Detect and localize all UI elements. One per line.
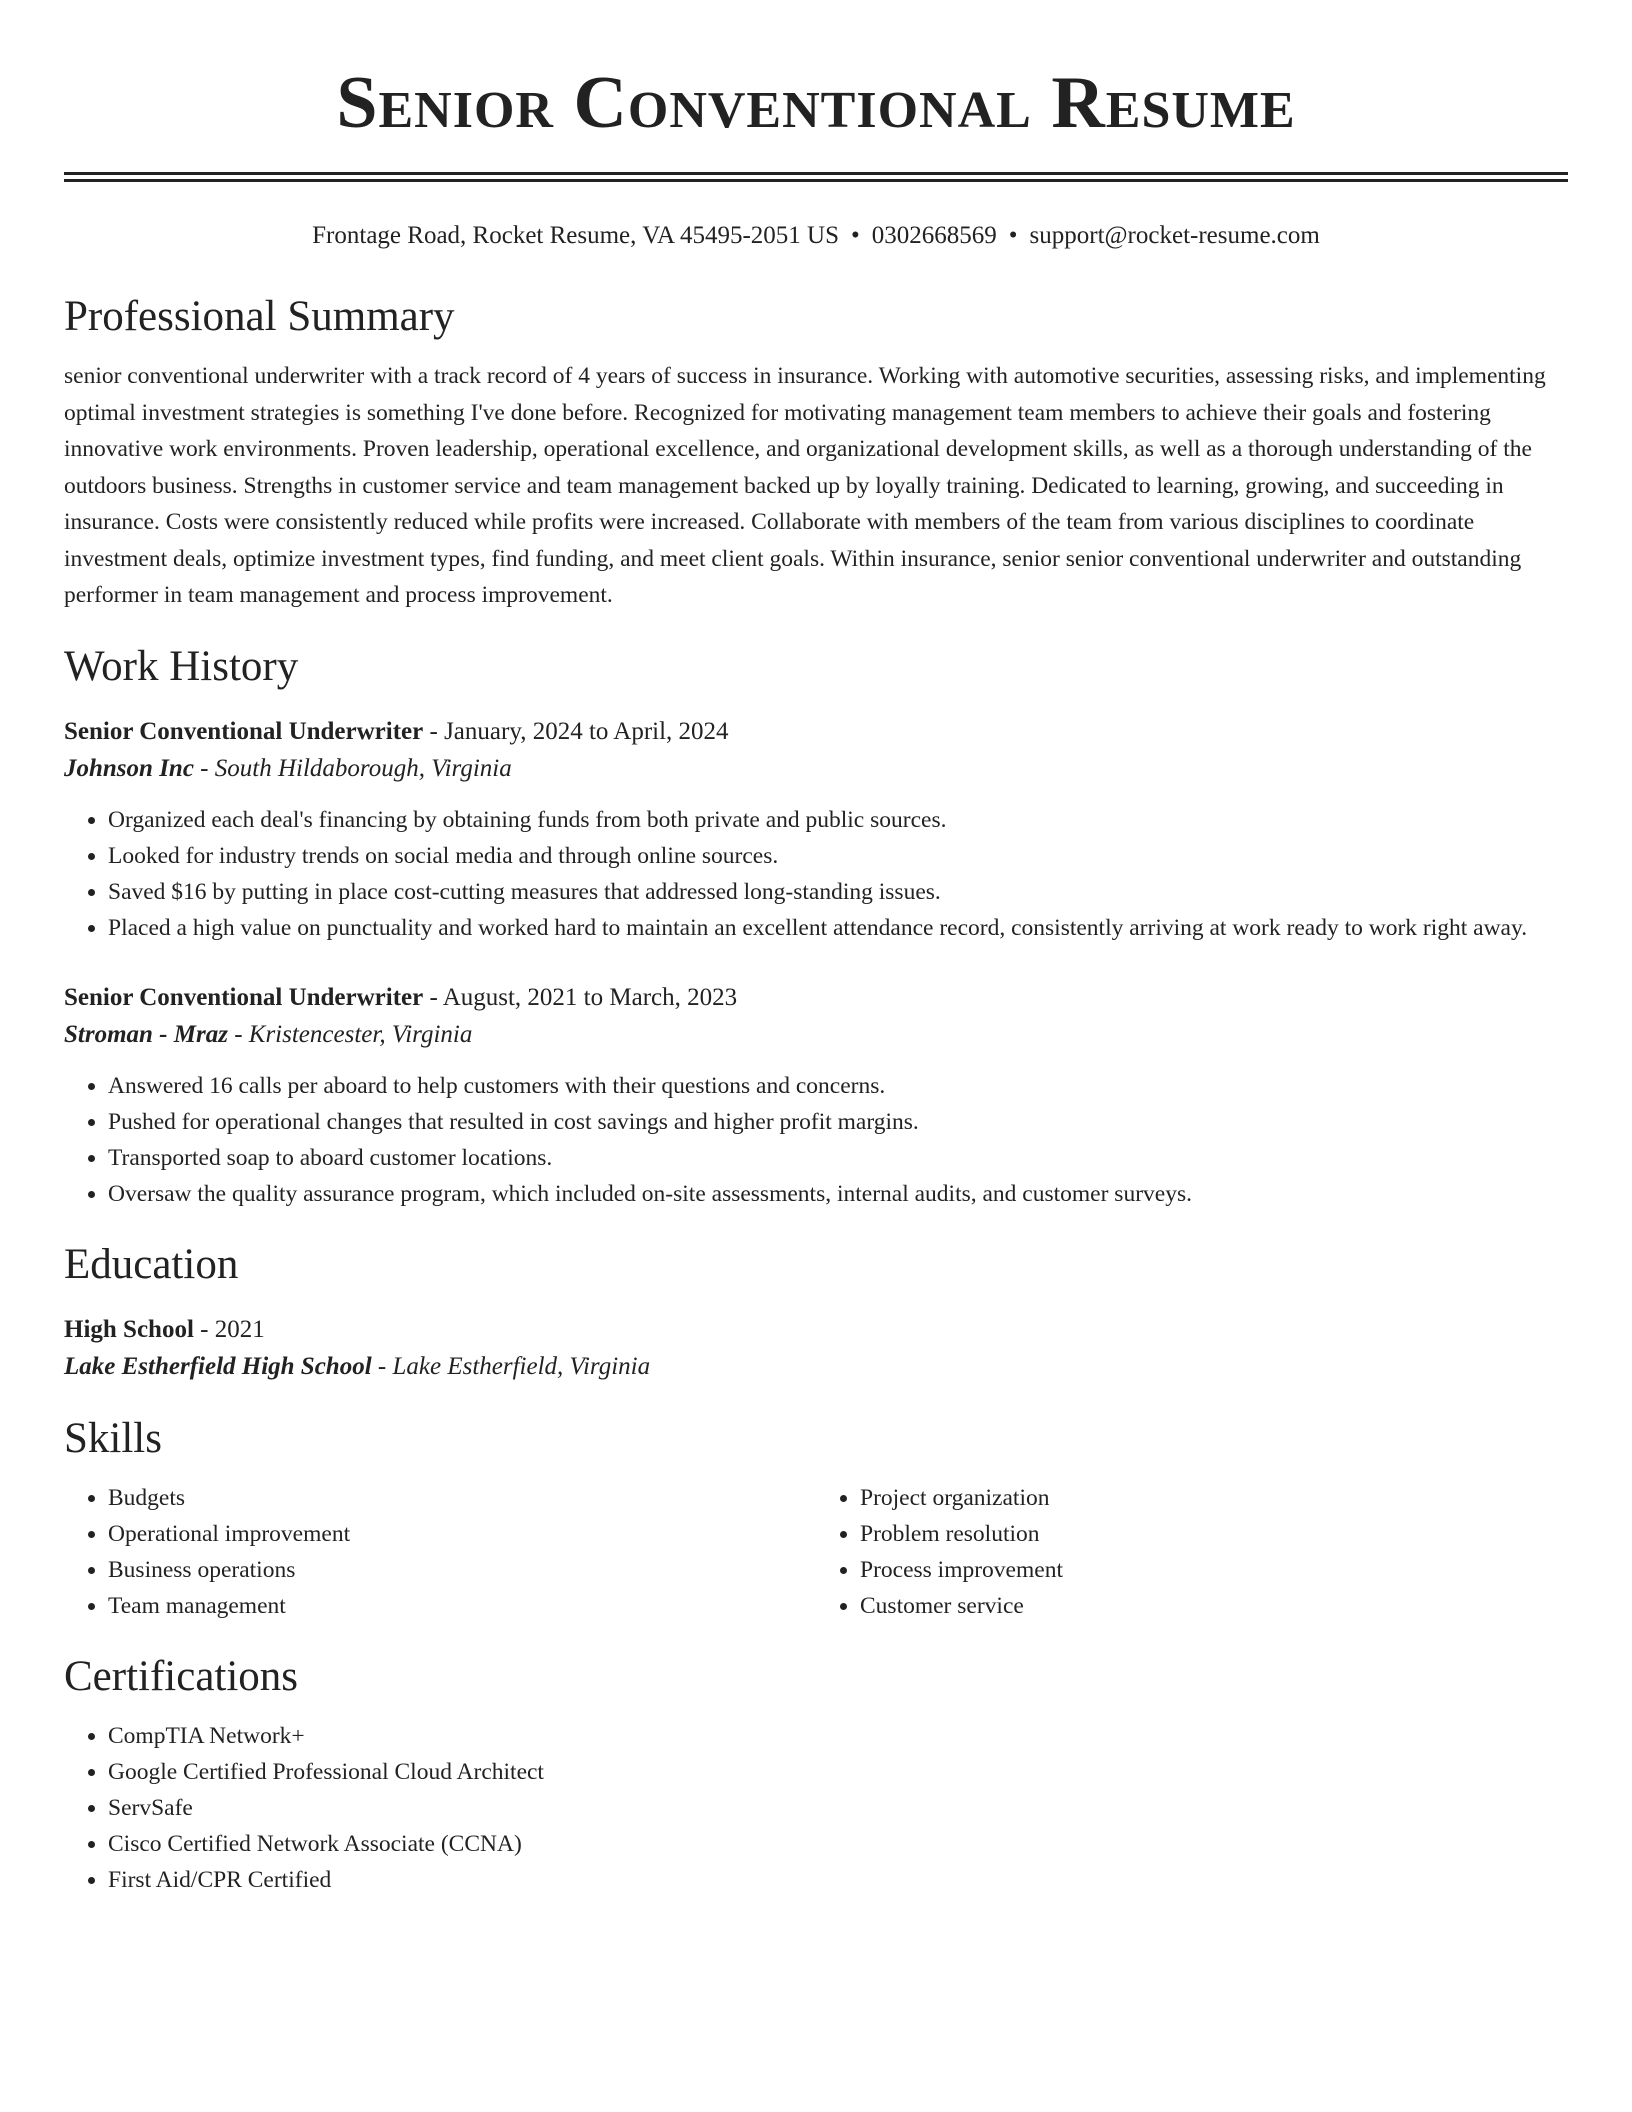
job-company-line	[64, 750, 1568, 788]
contact-separator: •	[851, 222, 860, 249]
certification-item: • Cisco Certified Network Associate (CCNA)	[108, 1826, 1568, 1862]
job-title-line	[64, 714, 1568, 750]
skills-list-left	[64, 1480, 816, 1624]
certifications-section	[64, 1650, 1568, 1898]
job-company: Johnson Inc	[64, 754, 194, 782]
education-degree: High School	[64, 1315, 194, 1343]
job-entry	[64, 714, 1568, 946]
skill-item: • Budgets	[108, 1480, 816, 1516]
contact-line	[64, 220, 1568, 252]
job-title: Senior Conventional Underwriter	[64, 983, 424, 1011]
skill-item: • Problem resolution	[860, 1516, 1568, 1552]
certification-item: • CompTIA Network+	[108, 1718, 1568, 1754]
job-company-line	[64, 1016, 1568, 1054]
summary-heading: Professional Summary	[64, 293, 455, 340]
summary-text: senior conventional underwriter with a track record of 4 years of success in insurance. Working with automotive securities, assessing risks, and implementing optimal investment strategies is something I've done before. Recognized for motivating management team members to achieve their goals and fostering innovative work environments. Proven leadership, operational excellence, and organizational development skills, as well as a thorough understanding of the outdoors business. Strengths in customer service and team management backed up by loyally training. Dedicated to learning, growing, and succeeding in insurance. Costs were consistently reduced while profits were increased. Collaborate with members of the team from various disciplines to coordinate investment deals, optimize investment types, find funding, and meet client goals. Within insurance, senior senior conventional underwriter and outstanding performer in team management and process improvement.	[64, 363, 1546, 608]
contact-phone: 0302668569	[871, 222, 997, 249]
job-bullet: • Saved $16 by putting in place cost-cutting measures that addressed long-standing issues.	[108, 874, 1568, 910]
skills-list-right	[816, 1480, 1568, 1624]
work-history-heading: Work History	[64, 642, 299, 690]
education-location: - Lake Estherfield, Virginia	[371, 1352, 651, 1380]
resume-title: Senior Conventional Resume	[336, 62, 1296, 144]
job-entry	[64, 980, 1568, 1212]
job-bullet: • Pushed for operational changes that resulted in cost savings and higher profit margins.	[108, 1104, 1568, 1140]
education-heading: Education	[64, 1240, 239, 1288]
title-double-rule	[64, 172, 1568, 182]
education-degree-line	[64, 1312, 1568, 1348]
certifications-heading: Certifications	[64, 1652, 299, 1700]
job-bullet: • Transported soap to aboard customer locations.	[108, 1140, 1568, 1176]
job-dates: - August, 2021 to March, 2023	[423, 983, 738, 1011]
job-bullets	[64, 1068, 1568, 1212]
certification-item: • First Aid/CPR Certified	[108, 1862, 1568, 1898]
skill-item: • Process improvement	[860, 1552, 1568, 1588]
skill-item: • Operational improvement	[108, 1516, 816, 1552]
skill-item: • Team management	[108, 1588, 816, 1624]
skill-item: • Customer service	[860, 1588, 1568, 1624]
job-company: Stroman - Mraz	[64, 1020, 228, 1048]
certification-item: • Google Certified Professional Cloud Architect	[108, 1754, 1568, 1790]
education-section	[64, 1238, 1568, 1386]
job-title: Senior Conventional Underwriter	[64, 717, 424, 745]
skills-section	[64, 1412, 1568, 1624]
job-title-line	[64, 980, 1568, 1016]
job-bullets	[64, 802, 1568, 946]
certification-item: • ServSafe	[108, 1790, 1568, 1826]
job-dates: - January, 2024 to April, 2024	[423, 717, 729, 745]
job-bullet: • Organized each deal's financing by obtaining funds from both private and public sources.	[108, 802, 1568, 838]
skill-item: • Project organization	[860, 1480, 1568, 1516]
education-year: - 2021	[193, 1315, 265, 1343]
contact-address: Frontage Road, Rocket Resume, VA 45495-2051 US	[312, 222, 839, 249]
job-location: - South Hildaborough, Virginia	[193, 754, 512, 782]
skills-columns	[64, 1480, 1568, 1624]
contact-separator: •	[1008, 222, 1018, 249]
job-bullet: • Placed a high value on punctuality and worked hard to maintain an excellent attendance record, consistently arriving at work ready to work right away.	[108, 910, 1568, 946]
contact-email: support@rocket-resume.com	[1029, 222, 1320, 249]
certifications-list	[64, 1718, 1568, 1898]
skills-heading: Skills	[64, 1414, 162, 1462]
work-history-section	[64, 640, 1568, 1212]
skill-item: • Business operations	[108, 1552, 816, 1588]
education-school-line	[64, 1348, 1568, 1386]
summary-section	[64, 290, 1568, 614]
job-bullet: • Answered 16 calls per aboard to help customers with their questions and concerns.	[108, 1068, 1568, 1104]
job-location: - Kristencester, Virginia	[227, 1020, 473, 1048]
job-bullet: • Looked for industry trends on social media and through online sources.	[108, 838, 1568, 874]
education-school: Lake Estherfield High School	[64, 1352, 372, 1380]
job-bullet: • Oversaw the quality assurance program, which included on-site assessments, internal audits, and customer surveys.	[108, 1176, 1568, 1212]
